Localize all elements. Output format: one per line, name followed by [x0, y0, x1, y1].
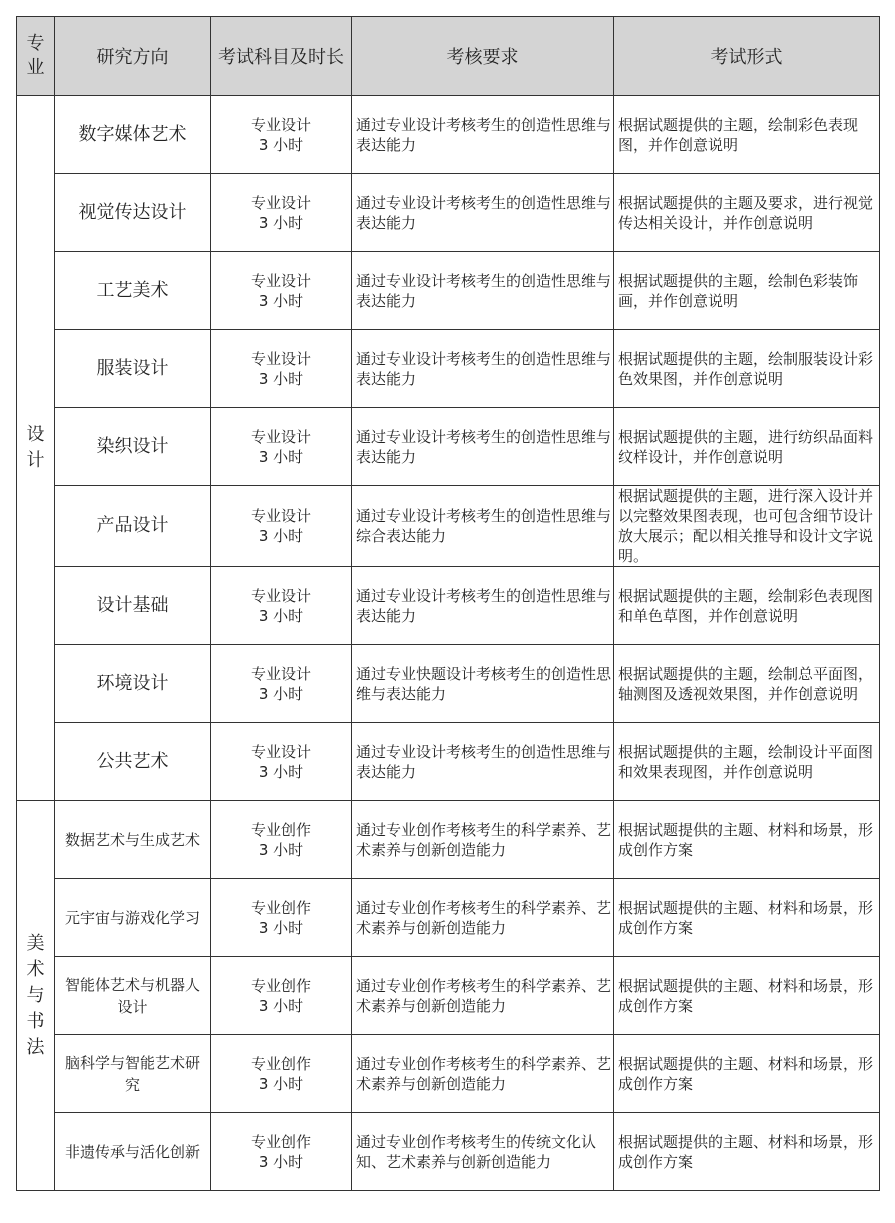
- major-label: 设计: [26, 424, 45, 471]
- table-row: [17, 957, 880, 1035]
- subject-cell: [211, 486, 352, 567]
- requirement-cell: 通过专业创作考核考生的科学素养、艺术素养与创新创造能力: [352, 1035, 614, 1113]
- direction-cell: 染织设计: [55, 408, 211, 486]
- subject-name: 专业设计: [250, 742, 311, 761]
- subject-name: 专业设计: [250, 271, 311, 290]
- form-cell: 根据试题提供的主题、材料和场景，形成创作方案: [614, 957, 880, 1035]
- header-major: 专业: [17, 17, 55, 96]
- table-row: [17, 408, 880, 486]
- table-row: [17, 645, 880, 723]
- form-cell: 根据试题提供的主题，绘制色彩装饰画，并作创意说明: [614, 252, 880, 330]
- subject-duration: 3 小时: [258, 1074, 304, 1093]
- table-row: [17, 1113, 880, 1191]
- subject-duration: 3 小时: [258, 606, 304, 625]
- table-row: [17, 1035, 880, 1113]
- subject-duration: 3 小时: [258, 447, 304, 466]
- subject-cell: [211, 408, 352, 486]
- subject-duration: 3 小时: [258, 213, 304, 232]
- subject-duration: 3 小时: [258, 684, 304, 703]
- direction-cell: 服装设计: [55, 330, 211, 408]
- form-cell: 根据试题提供的主题、材料和场景，形成创作方案: [614, 801, 880, 879]
- subject-cell: [211, 174, 352, 252]
- subject-name: 专业设计: [250, 586, 311, 605]
- requirement-cell: 通过专业创作考核考生的科学素养、艺术素养与创新创造能力: [352, 957, 614, 1035]
- direction-cell: 视觉传达设计: [55, 174, 211, 252]
- subject-cell: [211, 645, 352, 723]
- subject-name: 专业设计: [250, 507, 311, 525]
- table-row: [17, 96, 880, 174]
- table-row: [17, 252, 880, 330]
- direction-cell: 设计基础: [55, 567, 211, 645]
- direction-cell: 产品设计: [55, 486, 211, 567]
- requirement-cell: 通过专业设计考核考生的创造性思维与表达能力: [352, 567, 614, 645]
- subject-duration: 3 小时: [258, 918, 304, 937]
- subject-name: 专业设计: [250, 115, 311, 134]
- direction-cell: 工艺美术: [55, 252, 211, 330]
- requirement-cell: 通过专业设计考核考生的创造性思维与表达能力: [352, 723, 614, 801]
- subject-name: 专业创作: [250, 1132, 311, 1151]
- header-direction: 研究方向: [55, 17, 211, 96]
- major-cell: [17, 96, 55, 801]
- form-cell: 根据试题提供的主题，绘制总平面图，轴测图及透视效果图，并作创意说明: [614, 645, 880, 723]
- exam-table: [16, 16, 880, 1191]
- requirement-cell: 通过专业设计考核考生的创造性思维与表达能力: [352, 330, 614, 408]
- direction-cell: 数字媒体艺术: [55, 96, 211, 174]
- subject-duration: 3 小时: [258, 369, 304, 388]
- subject-name: 专业创作: [250, 820, 311, 839]
- subject-cell: [211, 1113, 352, 1191]
- direction-cell: 元宇宙与游戏化学习: [55, 879, 211, 957]
- form-cell: 根据试题提供的主题，绘制设计平面图和效果表现图，并作创意说明: [614, 723, 880, 801]
- form-cell: 根据试题提供的主题、材料和场景，形成创作方案: [614, 1113, 880, 1191]
- subject-cell: [211, 330, 352, 408]
- direction-cell: 环境设计: [55, 645, 211, 723]
- form-cell: 根据试题提供的主题、材料和场景，形成创作方案: [614, 1035, 880, 1113]
- subject-name: 专业设计: [250, 349, 311, 368]
- subject-duration: 3 小时: [258, 762, 304, 781]
- subject-name: 专业设计: [250, 664, 311, 683]
- subject-duration: 3 小时: [258, 135, 304, 154]
- requirement-cell: 通过专业设计考核考生的创造性思维与综合表达能力: [352, 486, 614, 567]
- form-cell: 根据试题提供的主题，进行纺织品面料纹样设计，并作创意说明: [614, 408, 880, 486]
- form-cell: 根据试题提供的主题，绘制彩色表现图，并作创意说明: [614, 96, 880, 174]
- table-row: [17, 567, 880, 645]
- header-form: 考试形式: [614, 17, 880, 96]
- subject-duration: 3 小时: [258, 840, 304, 859]
- subject-name: 专业创作: [250, 976, 311, 995]
- requirement-cell: 通过专业设计考核考生的创造性思维与表达能力: [352, 96, 614, 174]
- subject-name: 专业设计: [250, 193, 311, 212]
- requirement-cell: 通过专业快题设计考核考生的创造性思维与表达能力: [352, 645, 614, 723]
- subject-cell: [211, 567, 352, 645]
- requirement-cell: 通过专业创作考核考生的科学素养、艺术素养与创新创造能力: [352, 879, 614, 957]
- form-cell: 根据试题提供的主题及要求，进行视觉传达相关设计，并作创意说明: [614, 174, 880, 252]
- subject-name: 专业创作: [250, 1054, 311, 1073]
- requirement-cell: 通过专业设计考核考生的创造性思维与表达能力: [352, 408, 614, 486]
- major-label: 美术与书法: [26, 932, 45, 1058]
- form-cell: 根据试题提供的主题、材料和场景，形成创作方案: [614, 879, 880, 957]
- subject-name: 专业创作: [250, 898, 311, 917]
- form-cell: 根据试题提供的主题，绘制彩色表现图和单色草图，并作创意说明: [614, 567, 880, 645]
- subject-cell: [211, 252, 352, 330]
- table-row: [17, 879, 880, 957]
- direction-cell: 非遗传承与活化创新: [55, 1113, 211, 1191]
- major-cell: [17, 801, 55, 1191]
- subject-cell: [211, 879, 352, 957]
- subject-cell: [211, 1035, 352, 1113]
- direction-cell: 公共艺术: [55, 723, 211, 801]
- subject-duration: 3 小时: [258, 291, 304, 310]
- direction-cell: 智能体艺术与机器人设计: [55, 957, 211, 1035]
- subject-duration: 3 小时: [258, 1152, 304, 1171]
- subject-cell: [211, 957, 352, 1035]
- subject-duration: 3 小时: [258, 996, 304, 1015]
- table-row: [17, 174, 880, 252]
- form-cell: 根据试题提供的主题，进行深入设计并以完整效果图表现，也可包含细节设计放大展示；配以相关推导和设计文字说明。: [614, 486, 880, 567]
- header-row: [17, 17, 880, 96]
- requirement-cell: 通过专业创作考核考生的科学素养、艺术素养与创新创造能力: [352, 801, 614, 879]
- requirement-cell: 通过专业创作考核考生的传统文化认知、艺术素养与创新创造能力: [352, 1113, 614, 1191]
- table-row: [17, 723, 880, 801]
- header-subject: 考试科目及时长: [211, 17, 352, 96]
- requirement-cell: 通过专业设计考核考生的创造性思维与表达能力: [352, 174, 614, 252]
- direction-cell: 数据艺术与生成艺术: [55, 801, 211, 879]
- subject-cell: [211, 96, 352, 174]
- subject-name: 专业设计: [250, 427, 311, 446]
- table-row: [17, 486, 880, 567]
- requirement-cell: 通过专业设计考核考生的创造性思维与表达能力: [352, 252, 614, 330]
- subject-duration: 3 小时: [258, 527, 304, 545]
- header-requirement: 考核要求: [352, 17, 614, 96]
- subject-cell: [211, 801, 352, 879]
- table-row: [17, 801, 880, 879]
- form-cell: 根据试题提供的主题，绘制服装设计彩色效果图，并作创意说明: [614, 330, 880, 408]
- table-row: [17, 330, 880, 408]
- subject-cell: [211, 723, 352, 801]
- direction-cell: 脑科学与智能艺术研究: [55, 1035, 211, 1113]
